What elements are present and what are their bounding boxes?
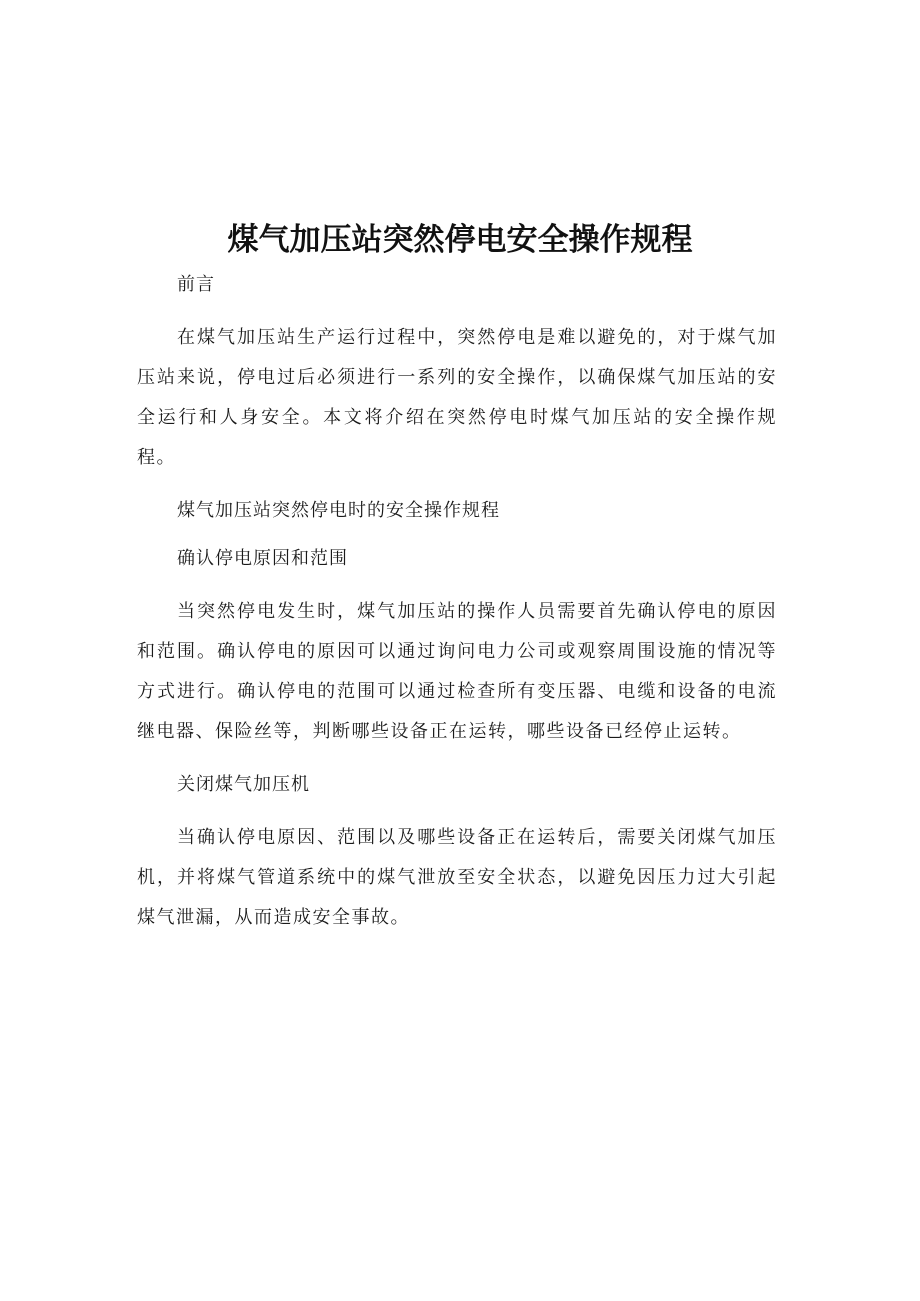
- section-heading-preface: 前言: [177, 274, 215, 295]
- subheading-confirm-cause: 确认停电原因和范围: [177, 548, 348, 569]
- subheading-shutdown-compressor: 关闭煤气加压机: [177, 774, 310, 795]
- section-heading-procedure: 煤气加压站突然停电时的安全操作规程: [177, 500, 500, 521]
- paragraph-confirm-cause: 当突然停电发生时，煤气加压站的操作人员需要首先确认停电的原因和范围。确认停电的原因可以通过询问电力公司或观察周围设施的情况等方式进行。确认停电的范围可以通过检查所有变压器、电缆和设备的电流继电器、保险丝等，判断哪些设备正在运转，哪些设备已经停止运转。: [137, 601, 777, 742]
- document-title: 煤气加压站突然停电安全操作规程: [227, 222, 693, 258]
- document-body: [137, 270, 777, 956]
- paragraph-intro: 在煤气加压站生产运行过程中，突然停电是难以避免的，对于煤气加压站来说，停电过后必须进行一系列的安全操作，以确保煤气加压站的安全运行和人身安全。本文将介绍在突然停电时煤气加压站的安全操作规程。: [137, 327, 777, 468]
- paragraph-shutdown-compressor: 当确认停电原因、范围以及哪些设备正在运转后，需要关闭煤气加压机，并将煤气管道系统中的煤气泄放至安全状态，以避免因压力过大引起煤气泄漏，从而造成安全事故。: [137, 827, 777, 928]
